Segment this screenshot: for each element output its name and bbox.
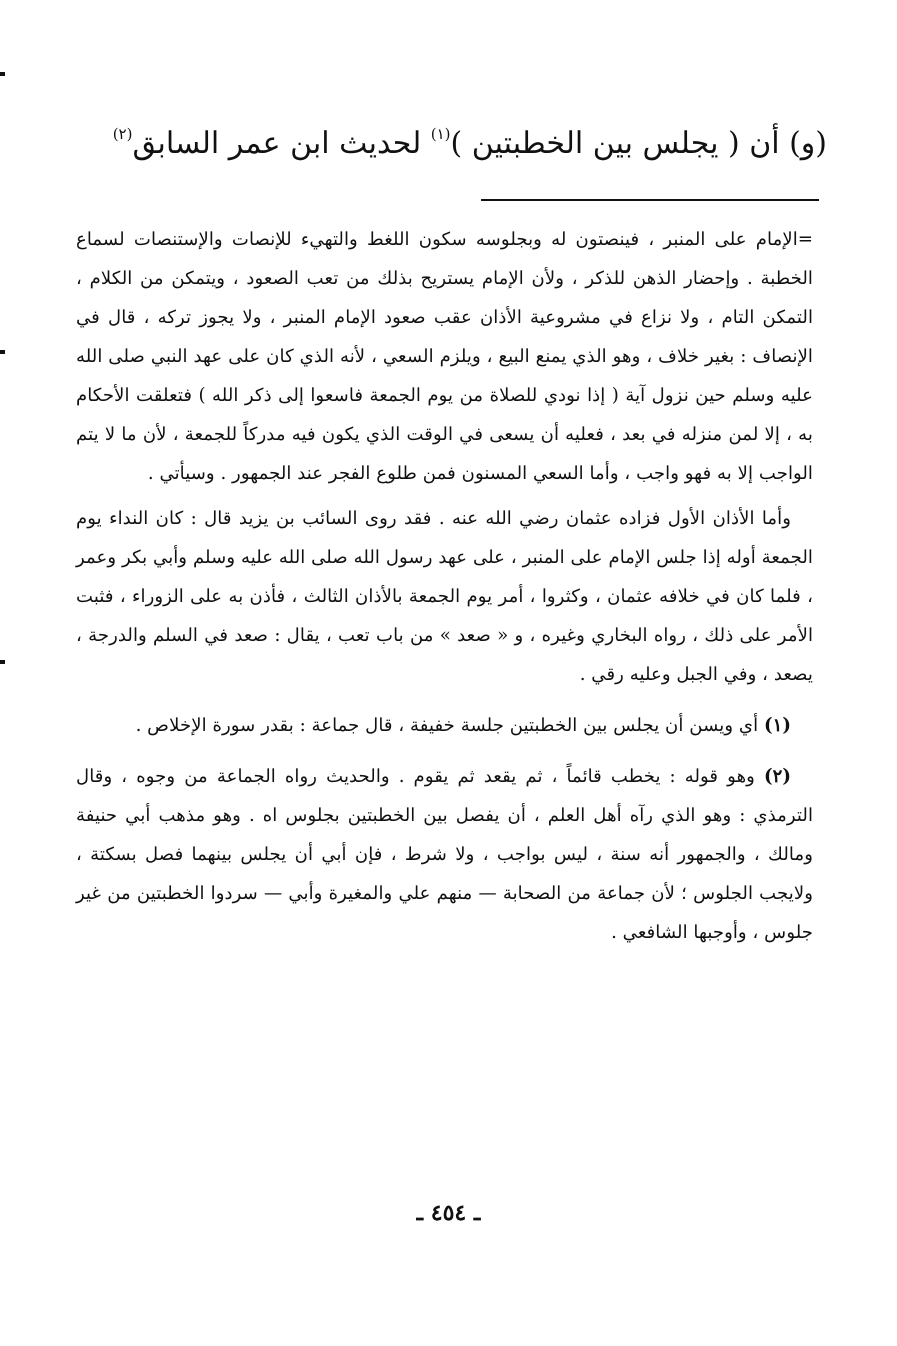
margin-mark-top bbox=[0, 72, 5, 76]
footnote-1 bbox=[76, 706, 813, 745]
footnote-2 bbox=[76, 757, 813, 952]
footnote-separator-rule bbox=[481, 199, 819, 201]
footnote-number: (١) bbox=[764, 715, 791, 736]
page-number: ـ ٤٥٤ ـ bbox=[416, 1200, 481, 1226]
heading-text: (و) أن ( يجلس بين الخطبتين ) bbox=[450, 126, 827, 161]
margin-mark-middle bbox=[0, 350, 5, 354]
footnote-number: (٢) bbox=[764, 766, 791, 787]
heading-footnote-ref-1: (١) bbox=[430, 125, 451, 143]
footnote-text: أي ويسن أن يجلس بين الخطبتين جلسة خفيفة ، قال جماعة : بقدر سورة الإخلاص . bbox=[135, 715, 764, 736]
heading-footnote-ref-2: (٢) bbox=[112, 125, 133, 143]
section-heading bbox=[70, 112, 827, 166]
commentary-block bbox=[76, 220, 813, 952]
commentary-paragraph: =الإمام على المنبر ، فينصتون له وبجلوسه سكون اللغط والتهيء للإنصات والإستنصات لسماع الخطبة . وإحضار الذهن للذكر ، ولأن الإمام يستريح بذلك من تعب الصعود ، ويتمكن من الكلام ، التمكن التام ، ولا نزاع في مشروعية الأذان عقب صعود الإمام المنبر ، ولا يجوز تركه ، قال في الإنصاف : بغير خلاف ، وهو الذي يمنع البيع ، ويلزم السعي ، لأنه الذي كان على عهد النبي صلى الله عليه وسلم حين نزول آية ( إذا نودي للصلاة من يوم الجمعة فاسعوا إلى ذكر الله ) فتعلقت الأحكام به ، إلا لمن منزله في بعد ، فعليه أن يسعى في الوقت الذي يكون فيه مدركاً للجمعة ، لأن ما لا يتم الواجب إلا به فهو واجب ، وأما السعي المسنون فمن طلوع الفجر عند الجمهور . وسيأتي . bbox=[76, 229, 813, 484]
heading-text-2: لحديث ابن عمر السابق bbox=[132, 126, 431, 161]
margin-mark-lower bbox=[0, 660, 5, 664]
footnote-text: وهو قوله : يخطب قائماً ، ثم يقعد ثم يقوم . والحديث رواه الجماعة من وجوه ، وقال الترمذي : وهو الذي رآه أهل العلم ، أن يفصل بين الخطبتين بجلوس اه . وهو مذهب أبي حنيفة ومالك ، والجمهور أنه سنة ، ليس بواجب ، ولا شرط ، فإن أبي أن يجلس بينهما فصل بسكتة ، ولايجب الجلوس ؛ لأن جماعة من الصحابة — منهم علي والمغيرة وأبي — سردوا الخطبتين من غير جلوس ، وأوجبها الشافعي . bbox=[76, 766, 813, 943]
commentary-paragraph: وأما الأذان الأول فزاده عثمان رضي الله عنه . فقد روى السائب بن يزيد قال : كان النداء يوم الجمعة أوله إذا جلس الإمام على المنبر ، على عهد رسول الله صلى الله عليه وسلم وأبي بكر وعمر ، فلما كان في خلافه عثمان ، وكثروا ، أمر يوم الجمعة بالأذان الثالث ، فأذن به على الزوراء ، فثبت الأمر على ذلك ، رواه البخاري وغيره ، و « صعد » من باب تعب ، يقال : صعد في السلم والدرجة ، يصعد ، وفي الجبل وعليه رقي . bbox=[76, 508, 813, 685]
